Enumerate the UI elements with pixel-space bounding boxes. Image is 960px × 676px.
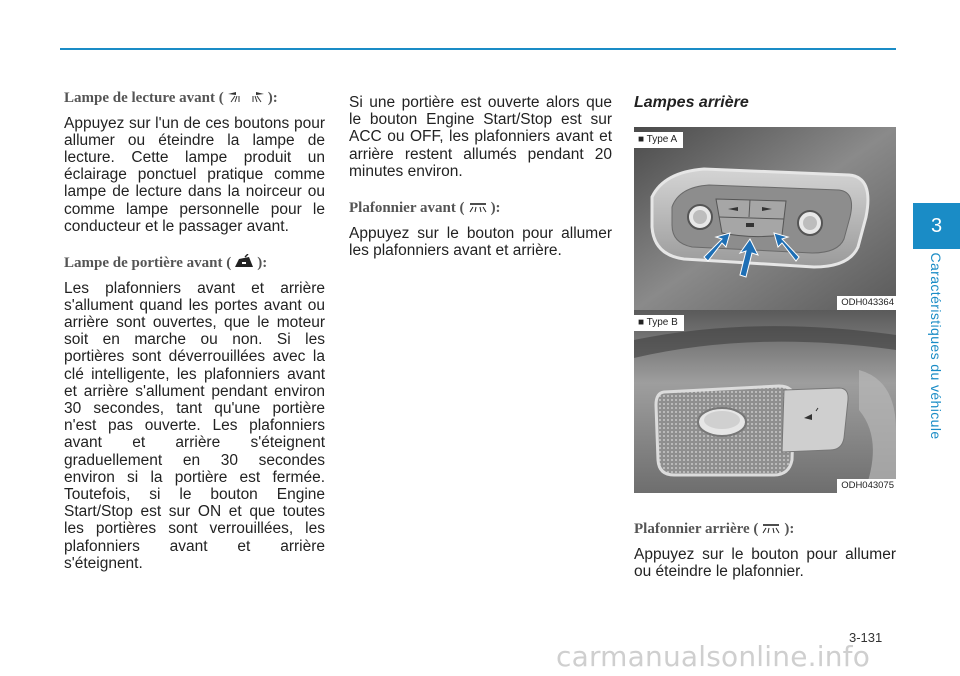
column-2: [349, 94, 612, 277]
chapter-title: Caractéristiques du véhicule: [928, 252, 944, 440]
section-title-rear-lamps: Lampes arrière: [634, 94, 749, 111]
map-lamp-left-icon: [226, 89, 244, 109]
paragraph-front-room-lamp: Appuyez sur le bouton pour allumer les plafonniers avant et arrière.: [349, 224, 612, 259]
paragraph-front-map-lamp: Appuyez sur l'un de ces boutons pour allumer ou éteindre la lampe de lecture. Cette lampe produit un éclairage ponctuel pratique comme lampe de lecture dans la noirceur ou comme lampe personnelle pour le conducteur et le passager avant.: [64, 114, 325, 235]
figure-b-label: ■ Type B: [634, 315, 684, 331]
column-3: [634, 93, 896, 598]
figure-a-label: ■ Type A: [634, 132, 683, 148]
figure-b-code: ODH043075: [837, 479, 896, 493]
photo-type-a: [634, 127, 896, 310]
photo-type-b: [634, 310, 896, 493]
figure-a-code: ODH043364: [837, 296, 896, 310]
heading-rear-room-lamp: Plafonnier arrière ( ):: [634, 519, 896, 540]
heading-front-room-lamp: Plafonnier avant ( ):: [349, 198, 612, 219]
top-rule: [60, 48, 896, 50]
door-lamp-icon: [233, 254, 255, 274]
map-lamp-right-icon: [248, 89, 266, 109]
chapter-number-tab: 3: [913, 203, 960, 249]
figure-type-a: [634, 127, 896, 310]
paragraph-rear-room-lamp: Appuyez sur le bouton pour allumer ou éteindre le plafonnier.: [634, 545, 896, 580]
room-lamp-icon: [760, 520, 782, 540]
page-number: 3-131: [849, 630, 883, 645]
paragraph-front-door-lamp: Les plafonniers avant et arrière s'allument quand les portes avant ou arrière sont ouvertes, que le moteur soit en marche ou non. Si les portières sont déverrouillées avec la clé intelligente, les plafonniers avant et arrière s'allument pendant environ 30 secondes, tant qu'une portière n'est pas ouverte. Les plafonniers avant et arrière s'éteignent graduellement en 30 secondes environ si la portière est fermée. Toutefois, si le bouton Engine Start/Stop est sur ON et que toutes les portières sont verrouillées, les plafonniers avant et arrière s'éteignent.: [64, 279, 325, 572]
watermark: carmanualsonline.info: [556, 640, 871, 673]
room-lamp-icon: [467, 199, 489, 219]
figure-type-b: [634, 310, 896, 493]
column-1: [64, 88, 325, 590]
heading-front-map-lamp: Lampe de lecture avant ( ):: [64, 88, 325, 109]
paragraph-door-open: Si une portière est ouverte alors que le bouton Engine Start/Stop est sur ACC ou OFF, les plafonniers avant et arrière restent allumés pendant 20 minutes environ.: [349, 94, 612, 180]
heading-front-door-lamp: Lampe de portière avant ( ):: [64, 253, 325, 274]
